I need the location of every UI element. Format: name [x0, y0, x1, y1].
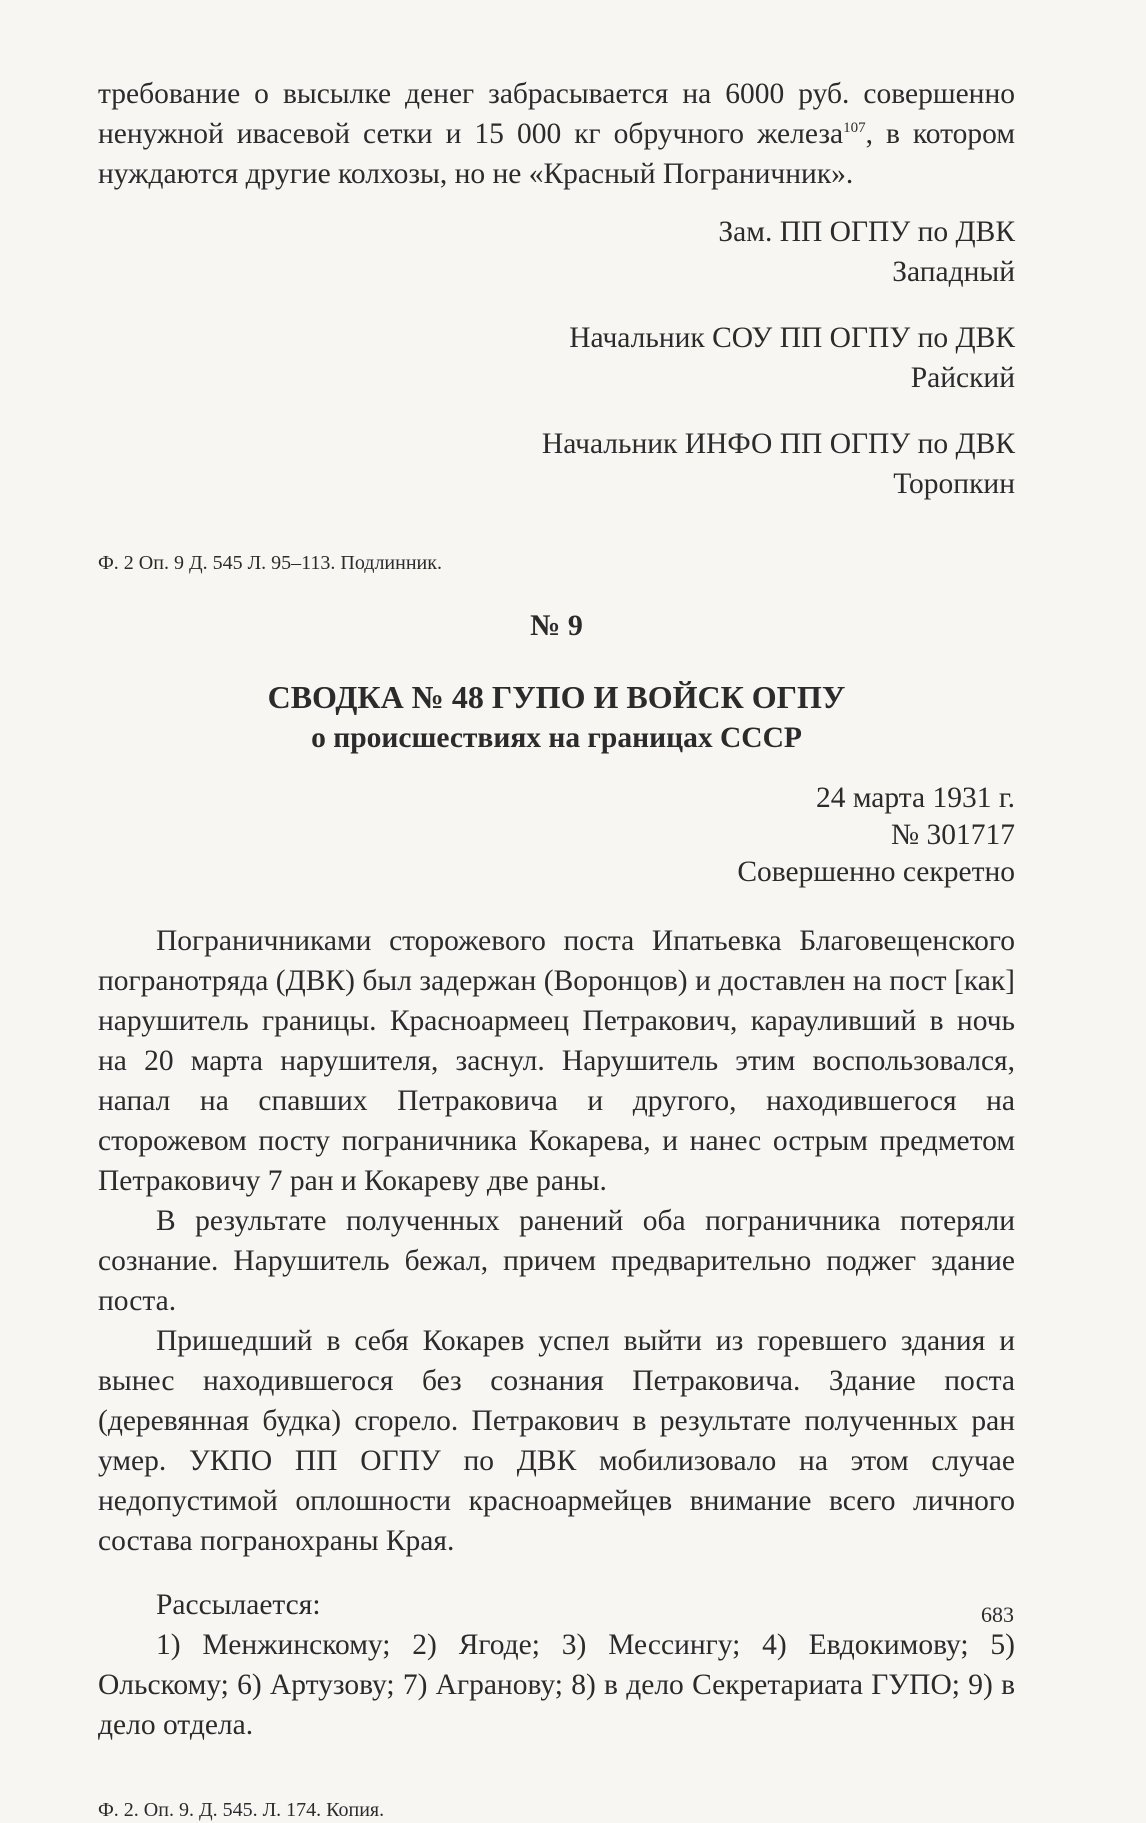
document-meta: [98, 780, 1015, 891]
archive-source-2: Ф. 2. Оп. 9. Д. 545. Л. 174. Копия.: [98, 1799, 385, 1821]
document-title: СВОДКА № 48 ГУПО И ВОЙСК ОГПУ: [267, 679, 846, 715]
document-date: 24 марта 1931 г.: [815, 782, 1015, 814]
body-paragraph: Пограничниками сторожевого поста Ипатьевка Благовещенского погранотряда (ДВК) был задержан (Воронцов) и доставлен на пост [как] нарушитель границы. Красноармеец Петракович, карауливший в ночь на 20 марта нарушителя, заснул. Нарушитель этим воспользовался, напал на спавших Петраковича и другого, находившегося на сторожевом посту пограничника Кокарева, и нанес острым предметом Петраковичу 7 ран и Кокареву две раны.: [98, 925, 1015, 1197]
document-number: № 9: [530, 609, 583, 642]
document-page: [98, 74, 1015, 1823]
document-body: [98, 921, 1015, 1561]
signature-position: Начальник СОУ ПП ОГПУ по ДВК: [569, 322, 1015, 354]
intro-paragraph: [98, 74, 1015, 194]
intro-text: требование о высылке денег забрасывается на 6000 руб. совершенно ненужной ивасевой сетки и 15 000 кг обручного железа: [98, 78, 1015, 150]
body-paragraph: Пришедший в себя Кокарев успел выйти из горевшего здания и вынес находившегося без сознания Петраковича. Здание поста (деревянная будка) сгорело. Петракович в результате полученных ран умер. УКПО ПП ОГПУ по ДВК мобилизовало на этом случае недопустимой оплошности красноармейцев внимание всего личного состава погранохраны Края.: [98, 1325, 1015, 1557]
signature-position: Зам. ПП ОГПУ по ДВК: [718, 216, 1015, 248]
signature-block-2: [98, 318, 1015, 398]
registration-number: № 301717: [890, 819, 1015, 851]
signature-block-3: [98, 424, 1015, 504]
footnote-marker[interactable]: 107: [843, 120, 866, 137]
document-subtitle: о происшествиях на границах СССР: [311, 722, 802, 754]
signature-name: Торопкин: [893, 468, 1015, 500]
archive-source-1: Ф. 2 Оп. 9 Д. 545 Л. 95–113. Подлинник.: [98, 552, 442, 574]
signature-name: Западный: [892, 256, 1015, 288]
signature-position: Начальник ИНФО ПП ОГПУ по ДВК: [541, 428, 1015, 460]
distribution-list: 1) Менжинскому; 2) Ягоде; 3) Мессингу; 4) Евдокимову; 5) Ольскому; 6) Артузову; 7) Агранову; 8) в дело Секретариата ГУПО; 9) в дело отдела.: [98, 1629, 1015, 1741]
body-paragraph: В результате полученных ранений оба пограничника потеряли сознание. Нарушитель бежал, причем предварительно поджег здание поста.: [98, 1205, 1015, 1317]
signature-block-1: [98, 212, 1015, 292]
distribution-label: Рассылается:: [156, 1589, 321, 1621]
distribution-block: [98, 1585, 1015, 1745]
signature-name: Райский: [910, 362, 1015, 394]
intro-text-continued: , в котором нуждаются другие колхозы, но не «Красный Пограничник».: [98, 118, 1015, 190]
page-number: 683: [981, 1602, 1014, 1627]
classification-label: Совершенно секретно: [737, 856, 1015, 888]
